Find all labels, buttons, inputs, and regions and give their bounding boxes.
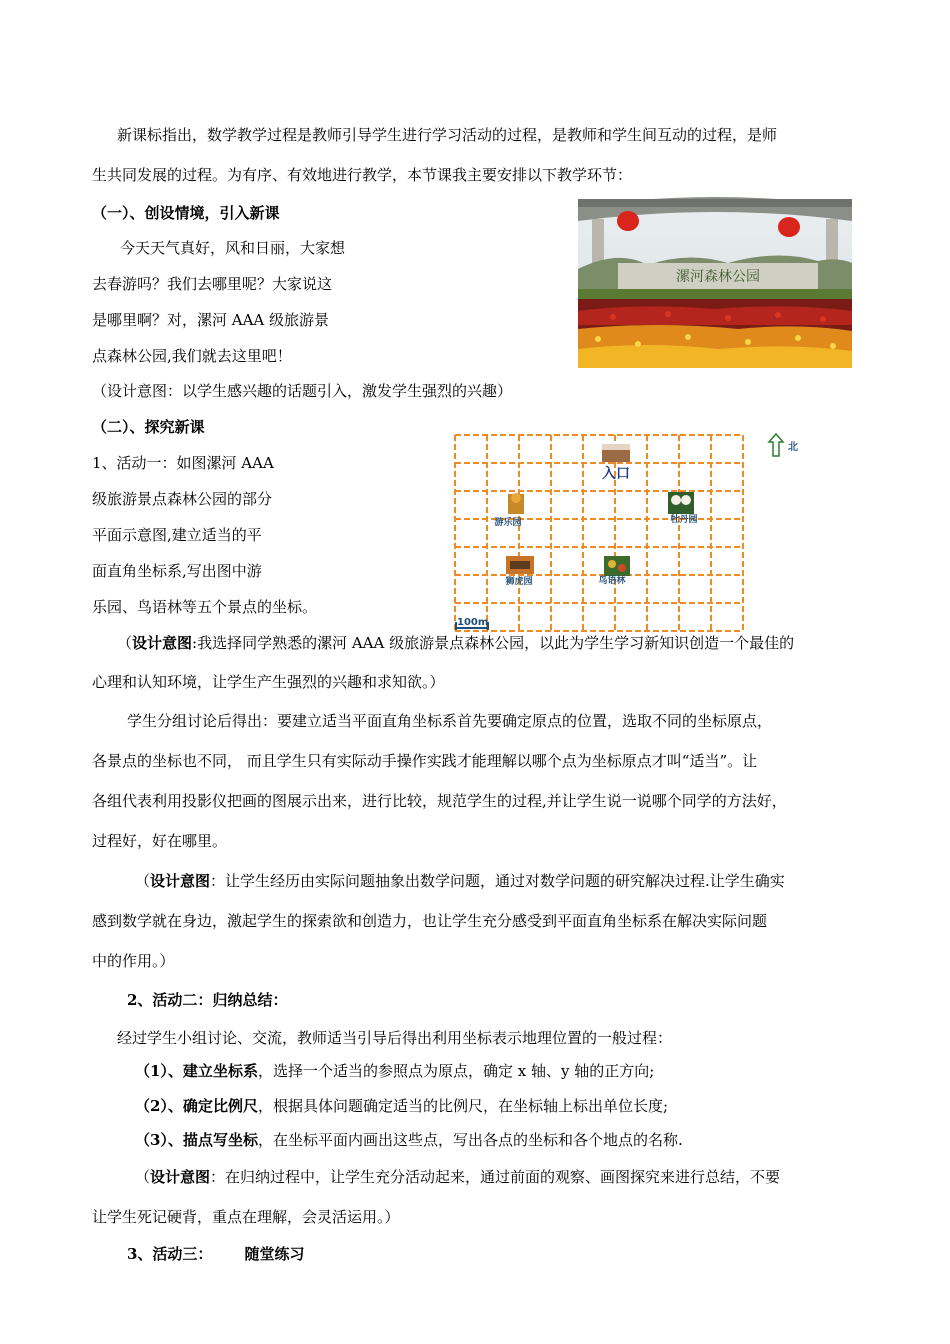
- bird-forest-label: 鸟语林: [598, 576, 626, 586]
- activity-1-line-5: 乐园、鸟语林等五个景点的坐标。: [92, 598, 318, 616]
- step-3-title: （3）、描点写坐标: [135, 1131, 258, 1149]
- scale-label: 100m: [457, 617, 489, 628]
- section-1-line-2: 去春游吗？我们去哪里呢？大家说这: [92, 275, 333, 293]
- section-1-line-4: 点森林公园,我们就去这里吧！: [92, 347, 292, 365]
- intent-3-label: 设计意图: [150, 872, 211, 890]
- entrance-label: 入口: [602, 466, 630, 482]
- map-grid: [455, 435, 743, 632]
- step-3-text: ，在坐标平面内画出这些点，写出各点的坐标和各个地点的名称.: [257, 1131, 683, 1149]
- step-1: [135, 1061, 654, 1081]
- section-1-line-3: 是哪里啊？对，漯河 AAA 级旅游景: [92, 311, 330, 329]
- amusement-park-marker: [494, 493, 524, 528]
- step-2-title: （2）、确定比例尺: [135, 1097, 258, 1115]
- intent-2-line-2: 心理和认知环境，让学生产生强烈的兴趣和求知欲。）: [92, 673, 445, 691]
- scale-bar: [456, 617, 488, 630]
- activity-3-title: [127, 1244, 304, 1264]
- amusement-park-label: 游乐园: [494, 518, 522, 528]
- activity-3-subtitle: 随堂练习: [244, 1245, 305, 1263]
- section-1-intent: （设计意图：以学生感兴趣的话题引入，激发学生强烈的兴趣）: [92, 382, 513, 400]
- intent-4-open: （: [135, 1168, 151, 1186]
- intro-line-2: 生共同发展的过程。为有序、有效地进行教学，本节课我主要安排以下教学环节：: [92, 166, 633, 184]
- intent-2-open: （: [117, 634, 133, 652]
- park-sign-text: 漯河森林公园: [676, 270, 760, 285]
- activity-3-label: 3、活动三：: [127, 1245, 213, 1263]
- step-1-text: ，选择一个适当的参照点为原点，确定 x 轴、y 轴的正方向;: [257, 1062, 655, 1080]
- park-entrance-photo: [578, 199, 852, 368]
- intent-3-open: （: [135, 872, 151, 890]
- activity-1-line-2: 级旅游景点森林公园的部分: [92, 490, 273, 508]
- intent-2-label: 设计意图: [132, 634, 193, 652]
- intent-2-text: :我选择同学熟悉的漯河 AAA 级旅游景点森林公园，以此为学生学习新知识创造一个最佳的: [192, 634, 795, 652]
- section-1-line-1: 今天天气真好，风和日丽，大家想: [120, 239, 346, 257]
- intent-3-line-2: 感到数学就在身边，激起学生的探索欲和创造力，也让学生充分感受到平面直角坐标系在解决实际问题: [92, 912, 768, 930]
- step-1-title: （1）、建立坐标系: [135, 1062, 258, 1080]
- step-2: [135, 1096, 668, 1116]
- activity-2-intro: 经过学生小组讨论、交流，教师适当引导后得出利用坐标表示地理位置的一般过程：: [117, 1029, 673, 1047]
- park-map: [452, 432, 798, 632]
- intent-3-line-1: [135, 871, 785, 891]
- section-2-title: （二）、探究新课: [92, 418, 205, 436]
- intent-3-line-3: 中的作用。）: [92, 952, 175, 970]
- tiger-garden-marker: [505, 556, 534, 587]
- intro-line-1: 新课标指出，数学教学过程是教师引导学生进行学习活动的过程，是教师和学生间互动的过程，是师: [117, 126, 778, 144]
- intent-3-text: ：让学生经历由实际问题抽象出数学问题，通过对数学问题的研究解决过程.让学生确实: [210, 872, 785, 890]
- discussion-line-1: 学生分组讨论后得出：要建立适当平面直角坐标系首先要确定原点的位置，选取不同的坐标原点，: [127, 712, 773, 730]
- activity-1-line-4: 面直角坐标系,写出图中游: [92, 562, 262, 580]
- discussion-line-2: 各景点的坐标也不同， 而且学生只有实际动手操作实践才能理解以哪个点为坐标原点才叫“适当”。让: [92, 752, 758, 770]
- intent-4-line-2: 让学生死记硬背，重点在理解，会灵活运用。）: [92, 1208, 400, 1226]
- step-3: [135, 1130, 683, 1150]
- activity-2-title: 2、活动二：归纳总结：: [127, 991, 288, 1009]
- intent-4-text: ：在归纳过程中，让学生充分活动起来，通过前面的观察、画图探究来进行总结，不要: [210, 1168, 781, 1186]
- activity-1-line-3: 平面示意图,建立适当的平: [92, 526, 262, 544]
- peony-garden-marker: [668, 492, 698, 525]
- intent-2-line-1: [117, 633, 794, 653]
- activity-1-line-1: 1、活动一：如图漯河 AAA: [92, 454, 274, 472]
- section-1-title: （一）、创设情境，引入新课: [92, 204, 280, 222]
- intent-4-line-1: [135, 1167, 780, 1187]
- tiger-garden-label: 狮虎园: [505, 577, 533, 587]
- bird-forest-marker: [598, 556, 630, 586]
- discussion-line-3: 各组代表利用投影仪把画的图展示出来，进行比较，规范学生的过程,并让学生说一说哪个同学的方法好，: [92, 792, 787, 810]
- peony-garden-label: 牡丹园: [670, 515, 698, 525]
- north-label: 北: [788, 442, 798, 453]
- north-arrow-icon: [769, 434, 798, 456]
- discussion-line-4: 过程好，好在哪里。: [92, 832, 228, 850]
- step-2-text: ，根据具体问题确定适当的比例尺，在坐标轴上标出单位长度;: [257, 1097, 669, 1115]
- intent-4-label: 设计意图: [150, 1168, 211, 1186]
